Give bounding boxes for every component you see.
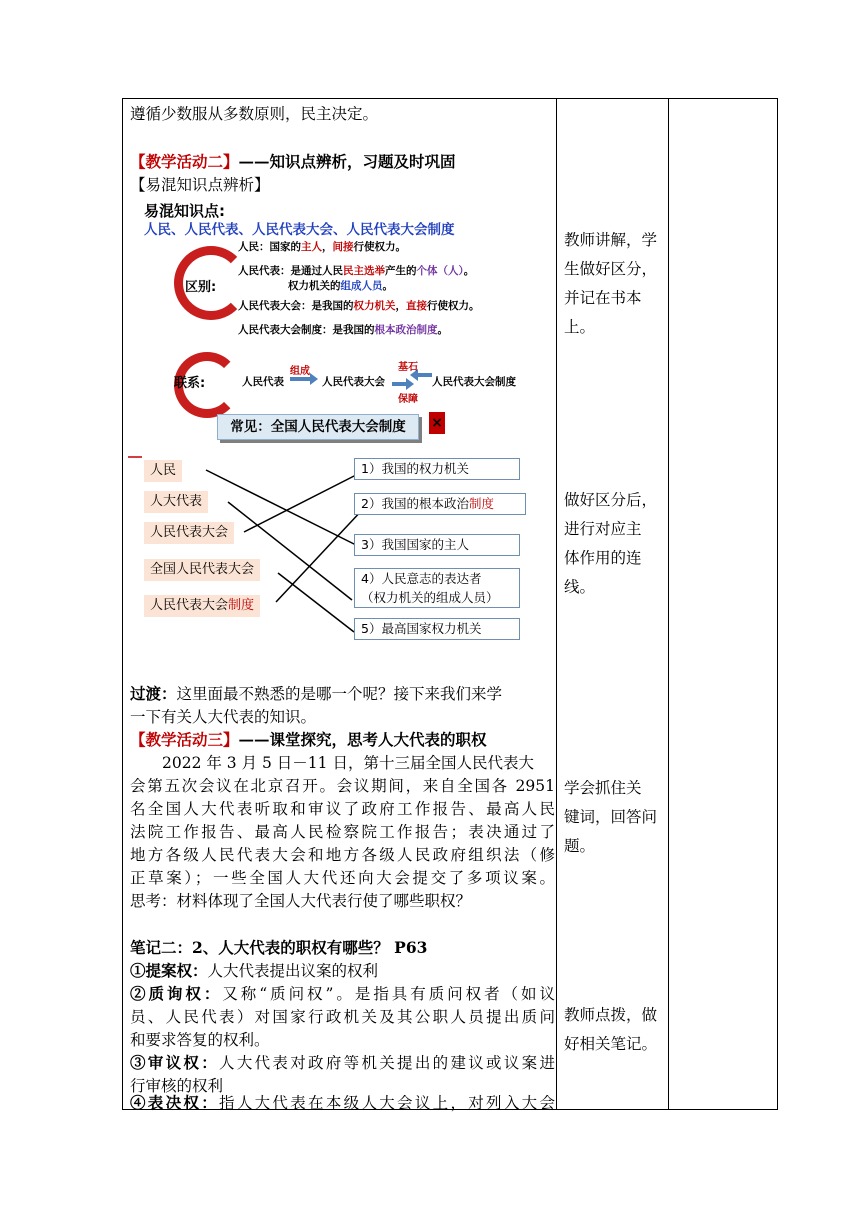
difference-row: 人民代表：是通过人民民主选举产生的个体（人）。 — [238, 265, 475, 277]
confusing-points-heading: 【易混知识点辨析】 — [130, 176, 270, 194]
right-item: 5）最高国家权力机关 — [354, 618, 520, 640]
material-line: 地方各级人民代表大会和地方各级人民政府组织法（修 — [130, 846, 555, 864]
match-line — [228, 502, 352, 600]
matching-diagram — [128, 452, 548, 642]
transition-line: 过渡：这里面最不熟悉的是哪一个呢？接下来我们来学 — [130, 684, 503, 703]
teacher-note: 学会抓住关 键词，回答问 题。 — [564, 779, 658, 855]
difference-row: 人民代表大会：是我国的权力机关，直接行使权力。 — [238, 300, 480, 312]
x-mark-icon: × — [429, 412, 445, 434]
material-line: 2022 年 3 月 5 日－11 日，第十三届全国人民代表大 — [162, 754, 534, 772]
match-line — [276, 508, 364, 602]
left-item: 人民代表大会 — [144, 522, 234, 544]
match-line — [278, 573, 354, 632]
left-item: 全国人民代表大会 — [144, 559, 260, 581]
right-item: 1）我国的权力机关 — [354, 458, 520, 480]
right-item: ③审议权：人大代表对政府等机关提出的建议或议案进 — [130, 1053, 555, 1072]
material-line: 名全国人大代表听取和审议了政府工作报告、最高人民 — [130, 800, 555, 818]
right-item: ②质询权：又称“质问权”。是指具有质问权者（如议 — [130, 984, 555, 1003]
question-line: 思考：材料体现了全国人大代表行使了哪些职权？ — [130, 892, 472, 910]
teacher-note: 教师点拨，做 好相关笔记。 — [564, 1006, 658, 1053]
arrow-right-icon — [392, 378, 414, 390]
arrow-label: 组成 — [290, 366, 310, 377]
arrow-label: 保障 — [398, 394, 418, 405]
teacher-note: 教师讲解，学 生做好区分， 并记在书本 上。 — [564, 231, 658, 336]
diagram-title: 易混知识点: — [144, 202, 225, 220]
material-line: 会第五次会议在北京召开。会议期间，来自全国各 2951 — [130, 777, 555, 795]
activity3-heading: 【教学活动三】——课堂探究，思考人大代表的职权 — [130, 730, 487, 749]
left-item: 人大代表 — [144, 491, 208, 513]
difference-row: 权力机关的组成人员。 — [288, 280, 393, 292]
table-top-border — [122, 98, 778, 99]
column-divider-2 — [668, 98, 669, 1110]
difference-label: 区别: — [185, 280, 217, 295]
difference-row: 人民代表大会制度：是我国的根本政治制度。 — [238, 324, 448, 336]
confusing-points-diagram — [130, 196, 560, 446]
left-item: 人民 — [144, 460, 182, 482]
material-line: 正草案）；一些全国人大代还向大会提交了多项议案。 — [130, 869, 555, 887]
relation-label: 联系: — [174, 376, 206, 391]
arrow-right-icon — [290, 373, 318, 385]
match-line — [244, 474, 358, 532]
right-item: 2）我国的根本政治制度 — [354, 493, 526, 515]
table-right-border — [777, 98, 778, 1110]
right-item: ①提案权：人大代表提出议案的权利 — [130, 961, 379, 980]
teacher-note: 做好区分后， 进行对应主 体作用的连 线。 — [564, 491, 658, 596]
right-item-cont: 行审核的权利 — [130, 1077, 224, 1095]
relation-node: 人民代表大会 — [322, 376, 385, 388]
right-item: ④表决权：指人大代表在本级人大会议上，对列入大会 — [130, 1093, 555, 1112]
text-line: 一下有关人大代表的知识。 — [130, 708, 317, 726]
table-left-border — [122, 98, 123, 1110]
text-line: 遵循少数服从多数原则，民主决定。 — [130, 105, 379, 123]
diagram-subtitle: 人民、人民代表、人民代表大会、人民代表大会制度 — [144, 222, 455, 238]
relation-node: 人民代表大会制度 — [432, 376, 516, 388]
right-item: 3）我国国家的主人 — [354, 534, 520, 556]
relation-node: 人民代表 — [242, 376, 284, 388]
right-item-cont: 员、人民代表）对国家行政机关及其公职人员提出质问 — [130, 1008, 555, 1026]
left-item: 人民代表大会制度 — [144, 595, 260, 617]
common-misuse-box: 常见：全国人民代表大会制度 — [217, 414, 419, 440]
note2-heading: 笔记二：2、人大代表的职权有哪些？ P63 — [130, 938, 428, 957]
material-line: 法院工作报告、最高人民检察院工作报告；表决通过了 — [130, 823, 555, 841]
difference-row: 人民：国家的主人，间接行使权力。 — [238, 241, 406, 253]
activity2-heading: 【教学活动二】——知识点辨析，习题及时巩固 — [130, 152, 456, 171]
right-item: 4）人民意志的表达者 （权力机关的组成人员） — [354, 568, 520, 608]
right-item-cont: 和要求答复的权利。 — [130, 1031, 270, 1049]
relation-arrows — [130, 196, 560, 446]
arrow-label: 基石 — [398, 362, 418, 373]
